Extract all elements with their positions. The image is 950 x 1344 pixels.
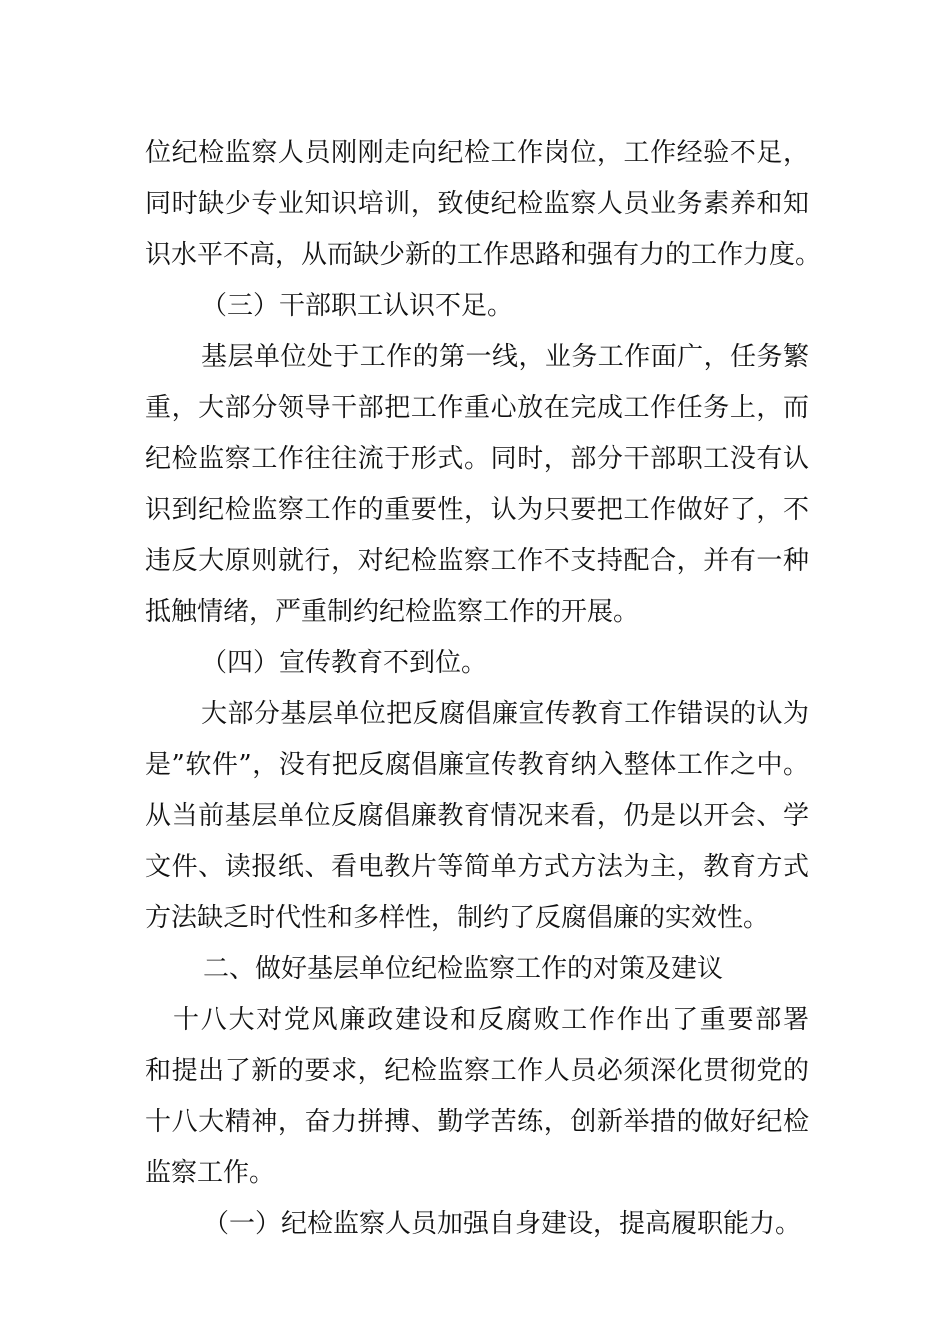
- section-heading: （一）纪检监察人员加强自身建设，提高履职能力。: [203, 1209, 802, 1239]
- section-heading: 二、做好基层单位纪检监察工作的对策及建议: [203, 954, 724, 984]
- text-line: 同时缺少专业知识培训，致使纪检监察人员业务素养和知: [145, 189, 809, 219]
- text-line: 十八大精神，奋力拼搏、勤学苦练，创新举措的做好纪检: [145, 1107, 809, 1137]
- text-line: 和提出了新的要求，纪检监察工作人员必须深化贯彻党的: [145, 1056, 809, 1086]
- text-line: 大部分基层单位把反腐倡廉宣传教育工作错误的认为: [201, 699, 809, 729]
- text-line: 是”软件”，没有把反腐倡廉宣传教育纳入整体工作之中。: [145, 750, 809, 780]
- text-line: 十八大对党风廉政建设和反腐败工作作出了重要部署: [173, 1005, 809, 1035]
- text-line: 抵触情绪，严重制约纪检监察工作的开展。: [145, 597, 640, 627]
- text-line: 违反大原则就行，对纪检监察工作不支持配合，并有一种: [145, 546, 809, 576]
- text-line: 识水平不高，从而缺少新的工作思路和强有力的工作力度。: [145, 240, 822, 270]
- text-line: 方法缺乏时代性和多样性，制约了反腐倡廉的实效性。: [145, 903, 770, 933]
- text-line: 位纪检监察人员刚刚走向纪检工作岗位，工作经验不足，: [145, 138, 809, 168]
- section-heading: （四）宣传教育不到位。: [201, 648, 488, 678]
- text-line: 重，大部分领导干部把工作重心放在完成工作任务上，而: [145, 393, 809, 423]
- document-body: [145, 128, 822, 1250]
- text-line: 纪检监察工作往往流于形式。同时，部分干部职工没有认: [145, 444, 809, 474]
- text-line: 文件、读报纸、看电教片等简单方式方法为主，教育方式: [145, 852, 809, 882]
- text-line: 监察工作。: [145, 1158, 276, 1188]
- text-line: 基层单位处于工作的第一线，业务工作面广，任务繁: [201, 342, 809, 372]
- section-heading: （三）干部职工认识不足。: [201, 291, 514, 321]
- text-line: 识到纪检监察工作的重要性，认为只要把工作做好了，不: [145, 495, 809, 525]
- text-line: 从当前基层单位反腐倡廉教育情况来看，仍是以开会、学: [145, 801, 809, 831]
